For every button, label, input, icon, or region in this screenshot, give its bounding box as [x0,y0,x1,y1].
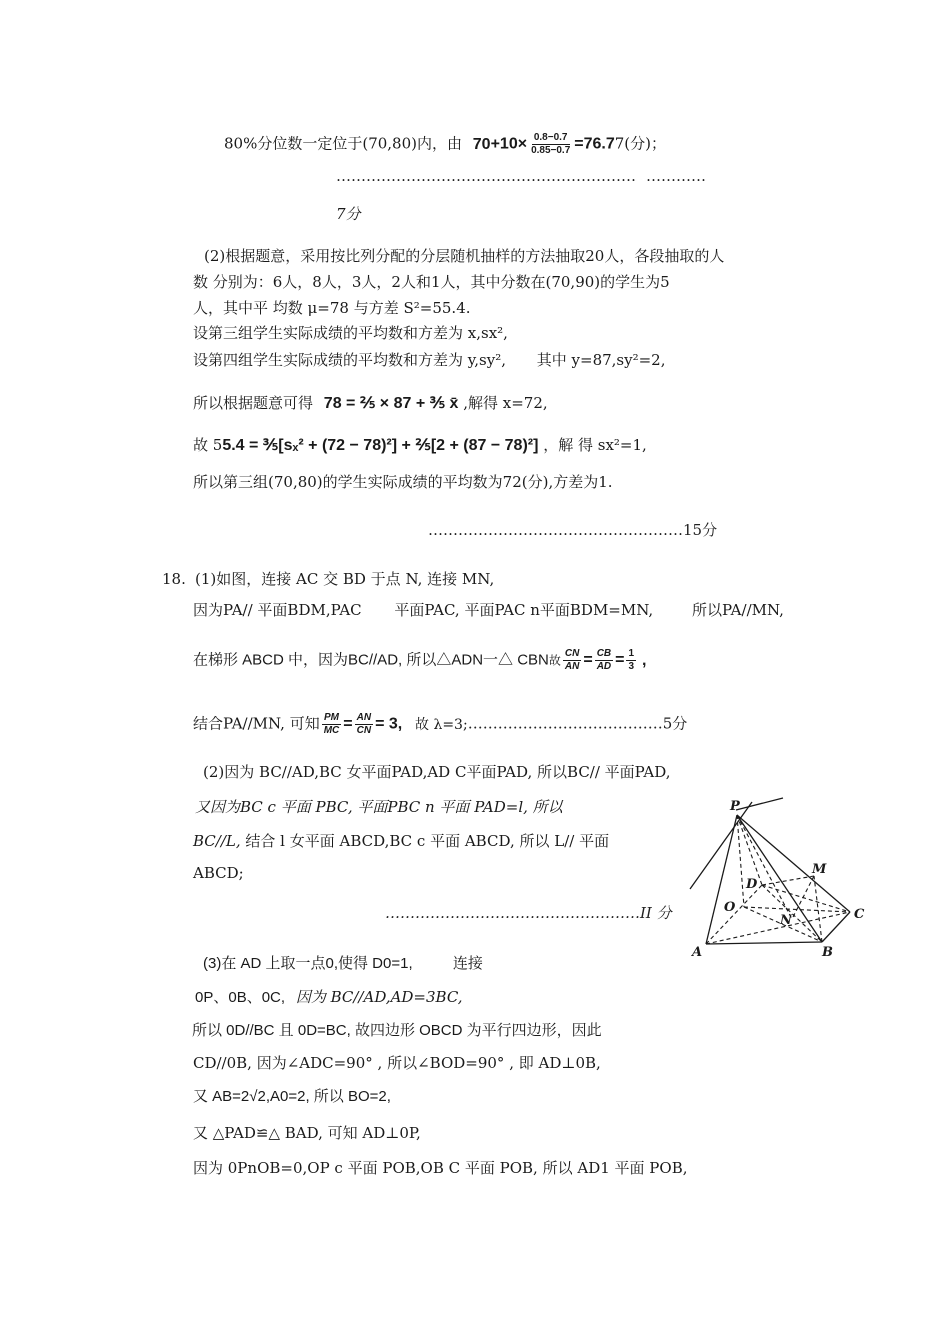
q18-equals-2: = [615,651,625,669]
q18-p3-line-7: 因为 0PnOB=0,OP c 平面 POB,OB C 平面 POB, 所以 AD1 平面 POB, [193,1159,688,1177]
q18-p3-line-1-a: (3)在 AD 上取一点0,使得 D0=1, [203,955,413,972]
q18-frac-an2: AN [356,712,372,723]
label-o: O [724,900,736,915]
label-a: A [692,945,703,960]
q17-p2-line-5-b: 其中 y=87,sy²=2, [536,351,666,369]
q17-p2-line-6-pre: 所以根据题意可得 [193,394,314,412]
label-d: D [746,877,758,892]
q18-dots-5: …………………………………5分 [467,714,688,733]
label-c: C [854,907,865,922]
q18-line-3-post: , [642,651,647,669]
q18-p2-line-2: 又因为BC c 平面 PBC, 平面PBC n 平面 PAD=l, 所以 [195,798,563,816]
q18-line-2-c: 所以PA//MN, [691,601,784,619]
q18-frac-cn: CN [564,648,580,659]
pyramid-figure [688,796,878,961]
q17-fraction-den: 0.85−0.7 [531,145,571,156]
q18-p3-line-5: 又 AB=2√2,A0=2, 所以 BO=2, [193,1088,391,1105]
q18-p2-line-4: ABCD; [193,864,244,882]
q18-p3-line-2 [195,987,463,1008]
q18-equals-3: = [343,715,353,733]
q18-p2-line-3-a: BC//L, [193,832,241,850]
edge-po [737,815,744,907]
q18-p2-line-3 [193,831,609,851]
q18-frac-pm-mc [322,712,342,737]
q17-p2-line-2: 数 分别为：6人，8人，3人，2人和1人，其中分数在(70,90)的学生为5 [193,273,670,291]
q18-equals-1: = [583,651,593,669]
q18-frac-cb: CB [596,648,612,659]
q17-line-1-post: 7(分)； [614,134,667,153]
q17-dots-2: ……………………………………………15分 [428,521,718,539]
q17-dots-1a: …………………………………………………… [336,167,636,185]
q17-p2-line-5-a: 设第四组学生实际成绩的平均数和方差为 y,sy², [193,351,506,369]
q18-frac-an-cn [355,712,373,737]
q17-dots-1b: ………… [646,167,706,185]
q17-line-1-text: 80%分位数一定位于(70,80)内，由 [224,134,462,153]
q17-p2-line-4: 设第三组学生实际成绩的平均数和方差为 x,sx², [193,324,508,342]
label-p: P [730,799,740,814]
q18-p3-line-6: 又 △PAD≌△ BAD, 可知 AD⊥0P, [193,1124,421,1142]
q18-p2-line-3-b: 结合 l 女平面 ABCD,BC c 平面 ABCD, 所以 L// 平面 [240,832,610,850]
q17-p2-line-7-pre: 故 5 [193,436,223,454]
q17-p2-line-1: (2)根据题意，采用按比列分配的分层随机抽样的方法抽取20人，各段抽取的人 [204,247,725,265]
line-l-ext [736,798,783,810]
edge-bc [822,912,850,942]
q18-line-2 [193,600,784,620]
q17-p2-line-7-post: ，解 得 sx²=1, [543,436,647,454]
q18-frac-cn-an [563,648,581,673]
q18-line-1: (1)如图，连接 AC 交 BD 于点 N, 连接 MN, [195,570,495,588]
q18-p3-line-4: CD//0B, 因为∠ADC=90° , 所以∠BOD=90° , 即 AD⊥0B, [193,1054,601,1072]
q18-frac-1-3 [626,648,636,673]
q17-p2-line-5 [193,350,666,370]
q18-frac-pm: PM [324,712,339,723]
q17-formula-c: =76.7 [574,135,615,153]
q18-frac-mc: MC [323,725,340,736]
q18-line-2-b: 平面PAC, 平面PAC n平面BDM=MN, [394,601,654,619]
q18-frac-3: 3 [628,661,635,672]
q18-line-4-eq: = 3, [375,715,403,733]
q18-line-4-pre: 结合PA//MN, 可知 [193,714,320,733]
q18-number: 18. [162,570,186,588]
q17-p2-line-7 [193,435,647,456]
q17-p2-line-6 [193,393,548,414]
label-b: B [822,945,833,960]
q18-p3-line-2-b: 因为 BC//AD,AD=3BC, [295,988,463,1006]
q18-p3-line-2-a: 0P、0B、0C, [195,989,286,1006]
q18-line-2-a: 因为PA// 平面BDM,PAC [193,601,362,619]
q18-line-3-gu: 故 [548,653,561,668]
q18-line-4 [193,712,687,737]
q18-line-4-post: 故 λ=3; [415,716,468,733]
edge-pa [706,815,737,944]
q18-frac-an: AN [564,661,580,672]
q18-line-3 [193,648,647,673]
q18-frac-cb-ad [595,648,613,673]
q18-frac-ad: AD [596,661,612,672]
q18-frac-cn2: CN [356,725,372,736]
q18-p3-line-3: 所以 0D//BC 且 0D=BC, 故四边形 OBCD 为平行四边形，因此 [192,1022,602,1039]
label-n: N [780,913,792,928]
q17-p2-line-6-eq: 78 = ⅖ × 87 + ⅗ x̄ [323,395,459,412]
line-l [690,802,752,889]
q17-formula-b: +10× [490,135,528,153]
q17-score-1: 7分 [336,205,361,223]
figure-labels [690,799,865,960]
q18-p3-line-1-b: 连接 [452,955,483,972]
q17-p2-line-3: 人，其中平 均数 μ=78 与方差 S²=55.4. [193,299,471,317]
q17-formula-a: 70 [472,135,491,153]
q17-line-1 [224,132,666,157]
edge-bd [762,885,822,942]
q17-fraction-num: 0.8−0.7 [533,132,568,143]
q17-fraction [529,132,572,157]
edge-ac [706,912,850,944]
q18-dots-11: ……………………………………………II 分 [385,904,672,922]
q17-p2-line-6-post: ,解得 x=72, [463,394,548,412]
q17-p2-line-7-eq: 5.4 = ⅗[sₓ² + (72 − 78)²] + ⅖[2 + (87 − 78)²] [222,437,539,454]
q18-line-3-pre: 在梯形 ABCD 中，因为BC//AD, 所以△ADN一△ CBN [193,651,549,669]
edge-ab [706,942,822,944]
q18-p3-line-1 [203,954,483,974]
label-m: M [812,862,827,877]
q18-frac-1: 1 [628,648,635,659]
q18-p2-line-1: (2)因为 BC//AD,BC 女平面PAD,AD C平面PAD, 所以BC// 平面PAD, [203,763,671,781]
q17-p2-line-8: 所以第三组(70,80)的学生实际成绩的平均数为72(分),方差为1. [193,473,613,491]
